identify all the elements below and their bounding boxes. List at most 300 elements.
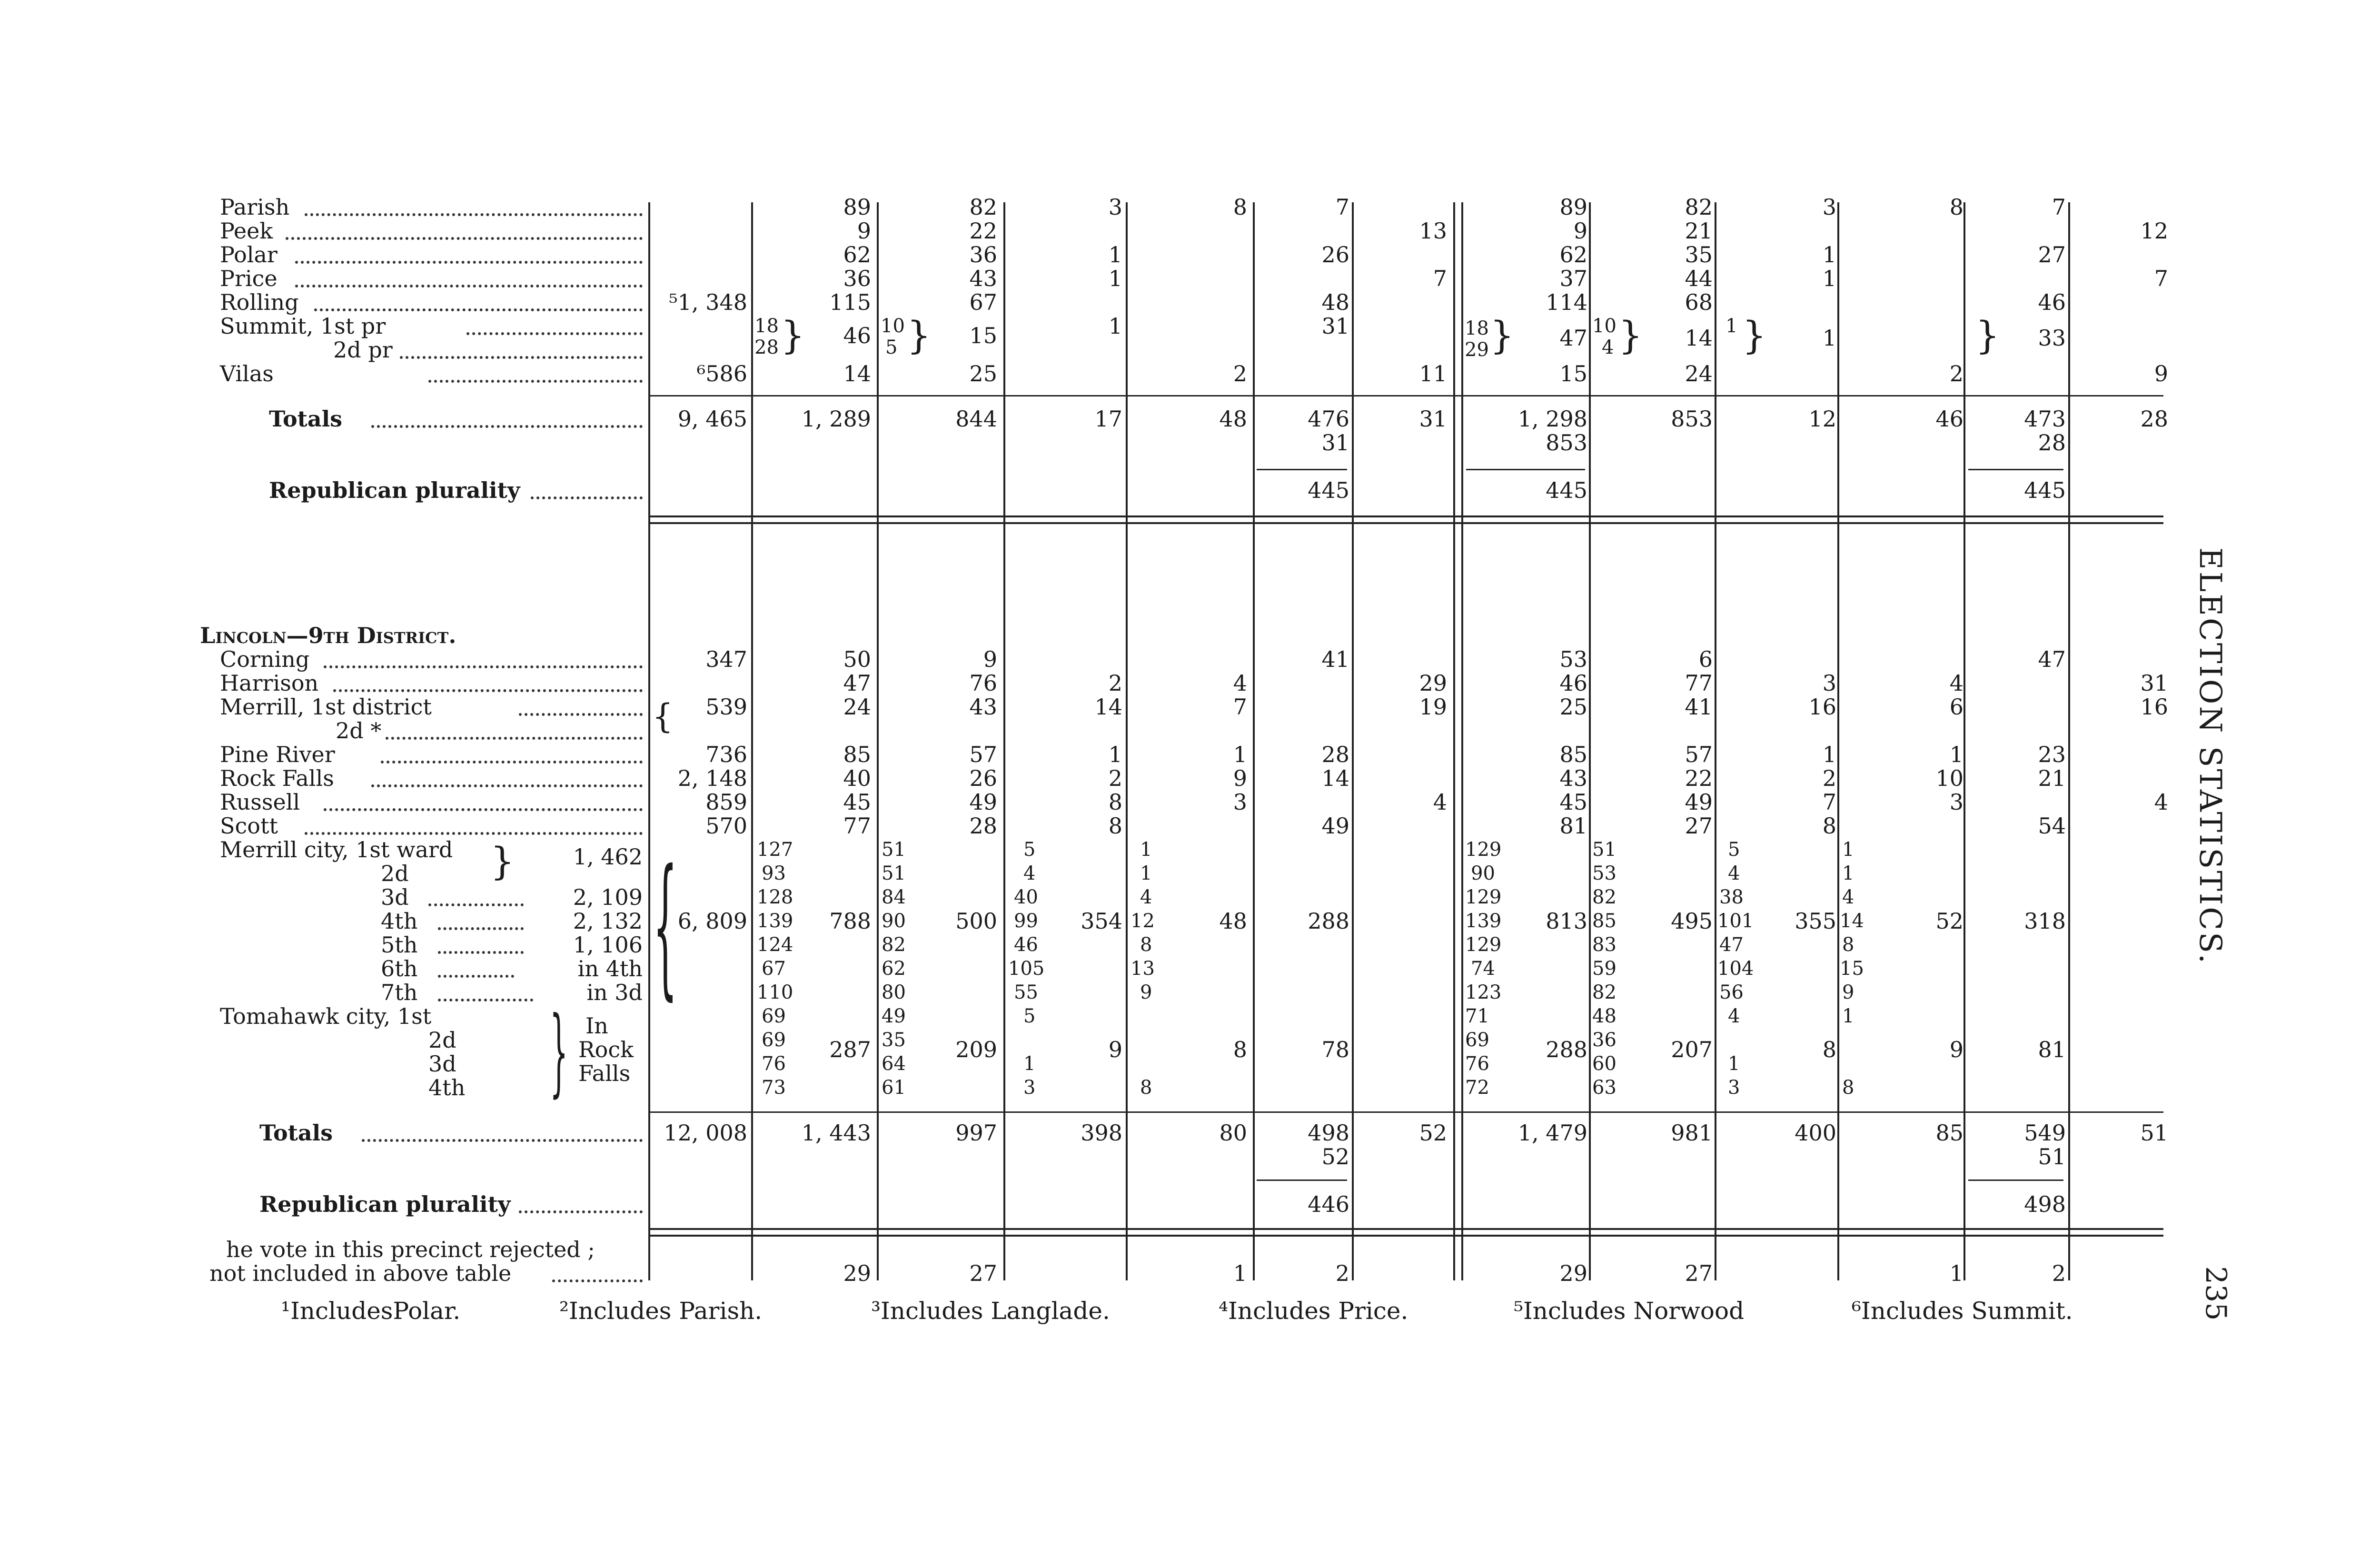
row-label: Harrison — [220, 670, 319, 696]
group-total: 78 — [1321, 1037, 1349, 1062]
cell: 82 — [969, 194, 997, 220]
total-cell: 48 — [1219, 406, 1247, 432]
ward-value: 8 — [1842, 934, 1854, 956]
cell: 347 — [705, 646, 747, 672]
ward-value: 123 — [1465, 981, 1502, 1003]
plurality-label: Republican plurality — [259, 1191, 511, 1217]
sub-rule — [1968, 469, 2063, 470]
ward-value: 129 — [1465, 934, 1502, 956]
ward-value: 59 — [1592, 958, 1616, 980]
cell: 2 — [1108, 670, 1122, 696]
total-cell: 28 — [2038, 430, 2066, 456]
ward-value: 71 — [1465, 1005, 1489, 1027]
footnote: ³Includes Langlade. — [871, 1297, 1110, 1325]
column-rule — [1003, 202, 1005, 1280]
ward-value: 67 — [762, 958, 786, 980]
ward-value: 85 — [1592, 910, 1616, 932]
group-total: 318 — [2024, 908, 2066, 934]
brace: } — [1490, 313, 1514, 357]
cell: 85 — [1559, 742, 1587, 767]
cell: 28 — [969, 813, 997, 839]
cell: 43 — [969, 266, 997, 291]
total-cell: 17 — [1094, 406, 1122, 432]
leader-dots — [466, 332, 643, 335]
cell: 1 — [1822, 325, 1836, 351]
ward-value: 83 — [1592, 934, 1616, 956]
group-total: 9 — [1108, 1037, 1122, 1062]
row-label: Vilas — [220, 361, 274, 386]
group-total: 52 — [1935, 908, 1964, 934]
total-cell: 52 — [1321, 1144, 1349, 1169]
column-rule — [648, 202, 650, 1280]
ward-value: 8 — [1842, 1077, 1854, 1099]
cell: 46 — [843, 323, 871, 348]
cell: 7 — [1822, 789, 1836, 815]
ward-value: 73 — [762, 1077, 786, 1099]
cell: 25 — [969, 361, 997, 386]
group-total: 8 — [1822, 1037, 1836, 1062]
cell: 23 — [2038, 742, 2066, 767]
column-rule — [1126, 202, 1128, 1280]
ward-value: 1 — [1842, 1005, 1854, 1027]
cell: 22 — [1685, 765, 1713, 791]
leader-dots — [438, 975, 514, 978]
column-rule — [877, 202, 879, 1280]
total-cell: 85 — [1935, 1120, 1964, 1146]
ward-value: 104 — [1717, 958, 1754, 980]
leader-dots — [438, 951, 524, 954]
cell: 7 — [1233, 694, 1247, 720]
cell: 4 — [1433, 789, 1447, 815]
cell: in 3d — [586, 980, 643, 1005]
row-label: Rolling — [220, 289, 299, 315]
totals-rule — [650, 1111, 2163, 1113]
row-label: Scott — [220, 813, 278, 839]
ward-value: 51 — [882, 839, 906, 861]
total-cell: 1, 443 — [801, 1120, 871, 1146]
ward-value: 101 — [1717, 910, 1754, 932]
ward-value: 1 — [1728, 1053, 1740, 1075]
cell: 6 — [1949, 694, 1964, 720]
column-rule — [1964, 202, 1965, 1280]
leader-dots — [333, 689, 643, 692]
leader-dots — [531, 496, 643, 499]
group-total: 500 — [955, 908, 997, 934]
totals-rule — [650, 395, 2163, 396]
cell: 2 — [1949, 361, 1964, 386]
cell: 2 — [1233, 361, 1247, 386]
total-cell: 1, 298 — [1517, 406, 1587, 432]
group-total: 6, 809 — [677, 908, 747, 934]
ward-value: 40 — [1014, 886, 1038, 908]
cell: 2, 148 — [677, 765, 747, 791]
group-total: 287 — [829, 1037, 871, 1062]
row-label: Russell — [220, 789, 300, 815]
rejected-cell: 27 — [1685, 1260, 1713, 1286]
group-total: 9 — [1949, 1037, 1964, 1062]
ward-label: 7th — [381, 980, 418, 1005]
cell: 14 — [1685, 325, 1713, 351]
ward-value: 9 — [1842, 981, 1854, 1003]
cell: 49 — [1685, 789, 1713, 815]
ward-value: 5 — [1023, 1005, 1036, 1027]
ward-label: Tomahawk city, 1st — [220, 1003, 432, 1029]
ward-value: 69 — [762, 1005, 786, 1027]
row-label: Corning — [220, 646, 310, 672]
rejected-cell: 1 — [1233, 1260, 1247, 1286]
cell: 3 — [1949, 789, 1964, 815]
rejected-cell: 29 — [843, 1260, 871, 1286]
ward-value: 62 — [882, 958, 906, 980]
ward-value: 1 — [1842, 839, 1854, 861]
leader-dots — [295, 261, 643, 264]
cell: 8 — [1822, 813, 1836, 839]
leader-dots — [371, 425, 643, 428]
cell: 8 — [1108, 813, 1122, 839]
cell: 9 — [1573, 218, 1587, 244]
bracket-value: 18 — [754, 315, 779, 337]
ward-value: 51 — [1592, 839, 1616, 861]
leader-dots — [428, 903, 524, 906]
cell: 19 — [1419, 694, 1447, 720]
cell: 9 — [2154, 361, 2168, 386]
ward-value: 72 — [1465, 1077, 1489, 1099]
rejected-line-1: he vote in this precinct rejected ; — [226, 1237, 595, 1262]
total-cell: 476 — [1308, 406, 1349, 432]
ward-value: 12 — [1130, 910, 1155, 932]
ward-value: 63 — [1592, 1077, 1616, 1099]
cell: 25 — [1559, 694, 1587, 720]
row-label: Parish — [220, 194, 290, 220]
cell: 7 — [1433, 266, 1447, 291]
total-cell: 549 — [2024, 1120, 2066, 1146]
running-head: ELECTION STATISTICS. — [2192, 547, 2228, 966]
cell: 50 — [843, 646, 871, 672]
rejected-cell: 1 — [1949, 1260, 1964, 1286]
ward-value: 13 — [1130, 958, 1155, 980]
cell: 12 — [2140, 218, 2168, 244]
cell: 8 — [1949, 194, 1964, 220]
cell: 1 — [1108, 266, 1122, 291]
ward-value: 1 — [1140, 862, 1152, 884]
cell: 1 — [1108, 742, 1122, 767]
cell: 570 — [705, 813, 747, 839]
cell: 9 — [983, 646, 997, 672]
cell: 62 — [1559, 242, 1587, 268]
cell: 7 — [2154, 266, 2168, 291]
ward-value: 139 — [1465, 910, 1502, 932]
cell: 49 — [969, 789, 997, 815]
cell: 77 — [843, 813, 871, 839]
cell: 77 — [1685, 670, 1713, 696]
ward-value: 64 — [882, 1053, 906, 1075]
column-rule — [2068, 202, 2070, 1280]
ward-label: 6th — [381, 956, 418, 981]
ward-label: 5th — [381, 932, 418, 958]
cell: 7 — [1335, 194, 1349, 220]
leader-dots — [381, 761, 643, 763]
double-rule — [650, 515, 2163, 517]
leader-dots — [552, 1279, 643, 1282]
ward-value: 55 — [1014, 981, 1038, 1003]
cell: ⁶586 — [696, 361, 747, 386]
cell: 47 — [2038, 646, 2066, 672]
cell: 2 — [1822, 765, 1836, 791]
ward-value: 76 — [1465, 1053, 1489, 1075]
ward-label: 2d — [381, 861, 409, 886]
cell: 82 — [1685, 194, 1713, 220]
ward-value: 9 — [1140, 981, 1152, 1003]
cell: 68 — [1685, 289, 1713, 315]
cell: 16 — [1808, 694, 1836, 720]
bracket-value: 29 — [1465, 339, 1489, 361]
total-cell: 80 — [1219, 1120, 1247, 1146]
ward-value: 76 — [762, 1053, 786, 1075]
total-cell: 51 — [2140, 1120, 2168, 1146]
cell: 21 — [1685, 218, 1713, 244]
cell: 44 — [1685, 266, 1713, 291]
ward-value: 93 — [762, 862, 786, 884]
ward-value: 5 — [1023, 839, 1036, 861]
column-rule — [1589, 202, 1591, 1280]
cell: 41 — [1321, 646, 1349, 672]
group-total: 495 — [1671, 908, 1713, 934]
plurality-cell: 498 — [2024, 1191, 2066, 1217]
ward-value: 56 — [1719, 981, 1744, 1003]
cell: 1 — [1822, 242, 1836, 268]
cell: 35 — [1685, 242, 1713, 268]
ward-value: 4 — [1728, 862, 1740, 884]
cell: 41 — [1685, 694, 1713, 720]
group-total: 288 — [1546, 1037, 1587, 1062]
cell: 48 — [1321, 289, 1349, 315]
cell: 539 — [705, 694, 747, 720]
cell: 3 — [1108, 194, 1122, 220]
brace: { — [653, 837, 677, 1014]
ward-value: 4 — [1023, 862, 1036, 884]
cell: 28 — [1321, 742, 1349, 767]
total-cell: 473 — [2024, 406, 2066, 432]
ward-value: 61 — [882, 1077, 906, 1099]
double-rule — [650, 1228, 2163, 1230]
leader-dots — [314, 308, 643, 311]
cell: 24 — [843, 694, 871, 720]
leader-dots — [371, 784, 643, 787]
cell: 81 — [1559, 813, 1587, 839]
bracket-value: 18 — [1465, 317, 1489, 339]
sub-rule — [1257, 1179, 1347, 1181]
ward-value: 4 — [1728, 1005, 1740, 1027]
cell: 3 — [1822, 670, 1836, 696]
cell: 37 — [1559, 266, 1587, 291]
footnote: ⁵Includes Norwood — [1514, 1297, 1745, 1325]
ward-value: 90 — [1471, 862, 1495, 884]
cell: 4 — [1233, 670, 1247, 696]
cell: 36 — [969, 242, 997, 268]
totals-label: Totals — [269, 406, 343, 432]
cell: 1 — [1949, 742, 1964, 767]
ward-value: 1 — [1140, 839, 1152, 861]
group-total: 813 — [1546, 908, 1587, 934]
cell: 40 — [843, 765, 871, 791]
cell: 29 — [1419, 670, 1447, 696]
leader-dots — [305, 213, 643, 216]
cell: 8 — [1233, 194, 1247, 220]
ward-value: 8 — [1140, 934, 1152, 956]
cell: 1 — [1108, 313, 1122, 339]
leader-dots — [305, 832, 643, 835]
ward-value: 53 — [1592, 862, 1616, 884]
column-rule — [1453, 202, 1455, 1280]
ward-value: 35 — [882, 1029, 906, 1051]
cell: 27 — [2038, 242, 2066, 268]
cell: 31 — [1321, 313, 1349, 339]
total-cell: 844 — [955, 406, 997, 432]
group-total: 354 — [1081, 908, 1122, 934]
cell: 2, 109 — [573, 884, 643, 910]
group-total: 209 — [955, 1037, 997, 1062]
column-rule — [1837, 202, 1839, 1280]
brace: } — [1742, 313, 1766, 357]
cell: 46 — [2038, 289, 2066, 315]
cell: 24 — [1685, 361, 1713, 386]
total-cell: 1, 479 — [1517, 1120, 1587, 1146]
ward-value: 4 — [1140, 886, 1152, 908]
section-heading: Lincoln—9th District. — [200, 623, 456, 648]
ward-value: 48 — [1592, 1005, 1616, 1027]
column-rule — [1253, 202, 1255, 1280]
cell: 14 — [843, 361, 871, 386]
ward-value: 8 — [1140, 1077, 1152, 1099]
leader-dots — [400, 356, 643, 359]
plurality-cell: 446 — [1308, 1191, 1349, 1217]
ward-value: 128 — [757, 886, 793, 908]
total-cell: 997 — [955, 1120, 997, 1146]
ward-value: 110 — [757, 981, 793, 1003]
page-number: 235 — [2199, 1266, 2232, 1321]
row-label: Summit, 1st pr — [220, 313, 386, 339]
cell: 49 — [1321, 813, 1349, 839]
cell: 859 — [705, 789, 747, 815]
brace: } — [1618, 313, 1643, 357]
plurality-cell: 445 — [1308, 477, 1349, 503]
total-cell: 52 — [1419, 1120, 1447, 1146]
total-cell: 981 — [1671, 1120, 1713, 1146]
sub-rule — [1466, 469, 1585, 470]
total-cell: 498 — [1308, 1120, 1349, 1146]
footnote: ²Includes Parish. — [559, 1297, 763, 1325]
cell: 6 — [1698, 646, 1713, 672]
row-label: 2d * — [336, 718, 382, 743]
ward-value: 47 — [1719, 934, 1744, 956]
ward-value: 69 — [762, 1029, 786, 1051]
leader-dots — [386, 737, 643, 740]
cell: 21 — [2038, 765, 2066, 791]
bracket-value: 10 — [1592, 315, 1616, 337]
leader-dots — [362, 1139, 643, 1142]
cell: 26 — [969, 765, 997, 791]
cell: 1 — [1822, 742, 1836, 767]
plurality-cell: 445 — [2024, 477, 2066, 503]
leader-dots — [519, 713, 643, 716]
brace: } — [781, 313, 805, 357]
row-label: Pine River — [220, 742, 335, 767]
cell: in 4th — [577, 956, 643, 981]
cell: 43 — [1559, 765, 1587, 791]
rejected-cell: 29 — [1559, 1260, 1587, 1286]
cell: 114 — [1546, 289, 1587, 315]
brace: } — [1975, 313, 2000, 357]
cell: 13 — [1419, 218, 1447, 244]
ward-label: 3d — [381, 884, 409, 910]
group-total: 288 — [1308, 908, 1349, 934]
cell: 43 — [969, 694, 997, 720]
rejected-line-2: not included in above table — [209, 1260, 512, 1286]
ward-value: 36 — [1592, 1029, 1616, 1051]
group-total: 8 — [1233, 1037, 1247, 1062]
row-label: 2d pr — [333, 337, 393, 363]
cell: 14 — [1321, 765, 1349, 791]
note-rock: Rock — [578, 1037, 634, 1062]
plurality-label: Republican plurality — [269, 477, 520, 503]
cell: 1 — [1108, 242, 1122, 268]
note-in: In — [585, 1013, 608, 1039]
cell: 89 — [1559, 194, 1587, 220]
sub-rule — [1257, 469, 1347, 470]
ward-value: 82 — [882, 934, 906, 956]
ward-value: 46 — [1014, 934, 1038, 956]
column-rule — [1715, 202, 1716, 1280]
footnote: ⁴Includes Price. — [1219, 1297, 1408, 1325]
cell: 31 — [2140, 670, 2168, 696]
bracket-value: 4 — [1602, 337, 1614, 358]
cell: 16 — [2140, 694, 2168, 720]
cell: 8 — [1108, 789, 1122, 815]
row-label: Price — [220, 266, 278, 291]
total-cell: 46 — [1935, 406, 1964, 432]
totals-label: Totals — [259, 1120, 333, 1146]
total-cell: 853 — [1671, 406, 1713, 432]
ward-value: 124 — [757, 934, 793, 956]
leader-dots — [519, 1210, 643, 1213]
total-cell: 12, 008 — [664, 1120, 747, 1146]
ward-value: 49 — [882, 1005, 906, 1027]
total-cell: 31 — [1321, 430, 1349, 456]
brace: } — [907, 313, 931, 357]
cell: 85 — [843, 742, 871, 767]
cell: 76 — [969, 670, 997, 696]
rejected-cell: 27 — [969, 1260, 997, 1286]
ward-label: 4th — [428, 1075, 466, 1100]
total-cell: 28 — [2140, 406, 2168, 432]
note-falls: Falls — [578, 1060, 631, 1086]
bracket-value: 28 — [754, 337, 779, 358]
cell: 26 — [1321, 242, 1349, 268]
cell: 4 — [2154, 789, 2168, 815]
cell: 47 — [1559, 325, 1587, 351]
brace: } — [490, 839, 515, 883]
ward-value: 3 — [1023, 1077, 1036, 1099]
ward-value: 80 — [882, 981, 906, 1003]
cell: 115 — [829, 289, 871, 315]
column-rule — [1461, 202, 1463, 1280]
ward-label: 3d — [428, 1051, 456, 1077]
leader-dots — [324, 808, 643, 811]
cell: 4 — [1949, 670, 1964, 696]
ward-label: Merrill city, 1st ward — [220, 837, 453, 862]
group-total: 355 — [1795, 908, 1836, 934]
total-cell: 398 — [1081, 1120, 1122, 1146]
